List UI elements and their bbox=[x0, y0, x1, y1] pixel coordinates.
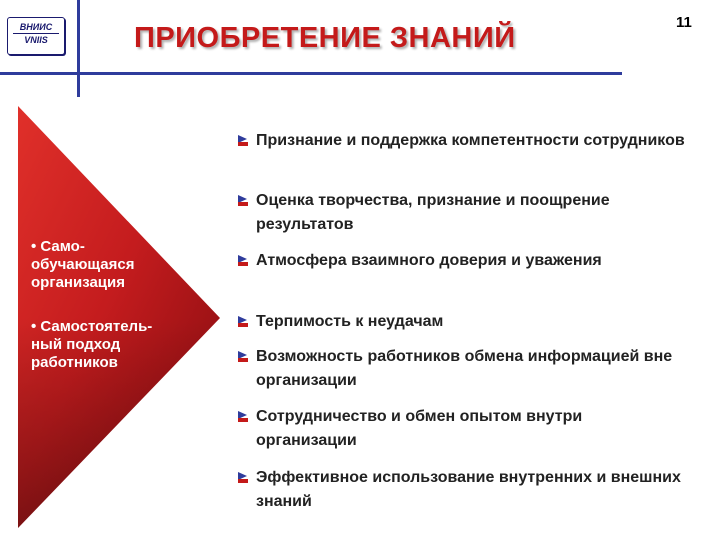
bullet-item bbox=[236, 466, 686, 514]
left-item-line: работников bbox=[31, 354, 118, 371]
bullet-text: Оценка творчества, признание и поощрение результатов bbox=[256, 192, 610, 233]
bullet-item bbox=[236, 189, 686, 237]
bullet-marker-icon bbox=[236, 409, 252, 423]
bullet-text: Сотрудничество и обмен опытом внутри организации bbox=[256, 408, 583, 449]
bullet-item bbox=[236, 310, 686, 334]
left-item-self-learning bbox=[31, 238, 134, 292]
bullet-marker-icon bbox=[236, 314, 252, 328]
logo-text-bottom: VNIIS bbox=[24, 35, 48, 45]
bullet-marker-icon bbox=[236, 253, 252, 267]
bullet-text: Возможность работников обмена информацией вне организации bbox=[256, 348, 673, 389]
bullet-text: Признание и поддержка компетентности сотрудников bbox=[256, 132, 685, 149]
left-item-line: • Само- bbox=[31, 238, 85, 255]
page-number: 11 bbox=[676, 14, 692, 31]
left-item-line: ный подход bbox=[31, 336, 121, 353]
bullet-text: Терпимость к неудачам bbox=[256, 313, 444, 330]
bullet-text: Эффективное использование внутренних и внешних знаний bbox=[256, 469, 681, 510]
bullet-item bbox=[236, 129, 686, 153]
left-item-line: • Самостоятель- bbox=[31, 318, 153, 335]
bullet-item bbox=[236, 345, 686, 393]
bullet-text: Атмосфера взаимного доверия и уважения bbox=[256, 252, 602, 269]
bullet-item bbox=[236, 405, 686, 453]
bullet-item bbox=[236, 249, 686, 273]
bullet-marker-icon bbox=[236, 349, 252, 363]
bullet-marker-icon bbox=[236, 470, 252, 484]
left-item-independent-approach bbox=[31, 318, 152, 372]
bullet-marker-icon bbox=[236, 133, 252, 147]
left-item-line: обучающаяся bbox=[31, 256, 135, 273]
left-item-line: организация bbox=[31, 274, 125, 291]
page-title: ПРИОБРЕТЕНИЕ ЗНАНИЙ bbox=[134, 22, 516, 54]
bullet-marker-icon bbox=[236, 193, 252, 207]
logo-text-top: ВНИИС bbox=[13, 21, 59, 34]
